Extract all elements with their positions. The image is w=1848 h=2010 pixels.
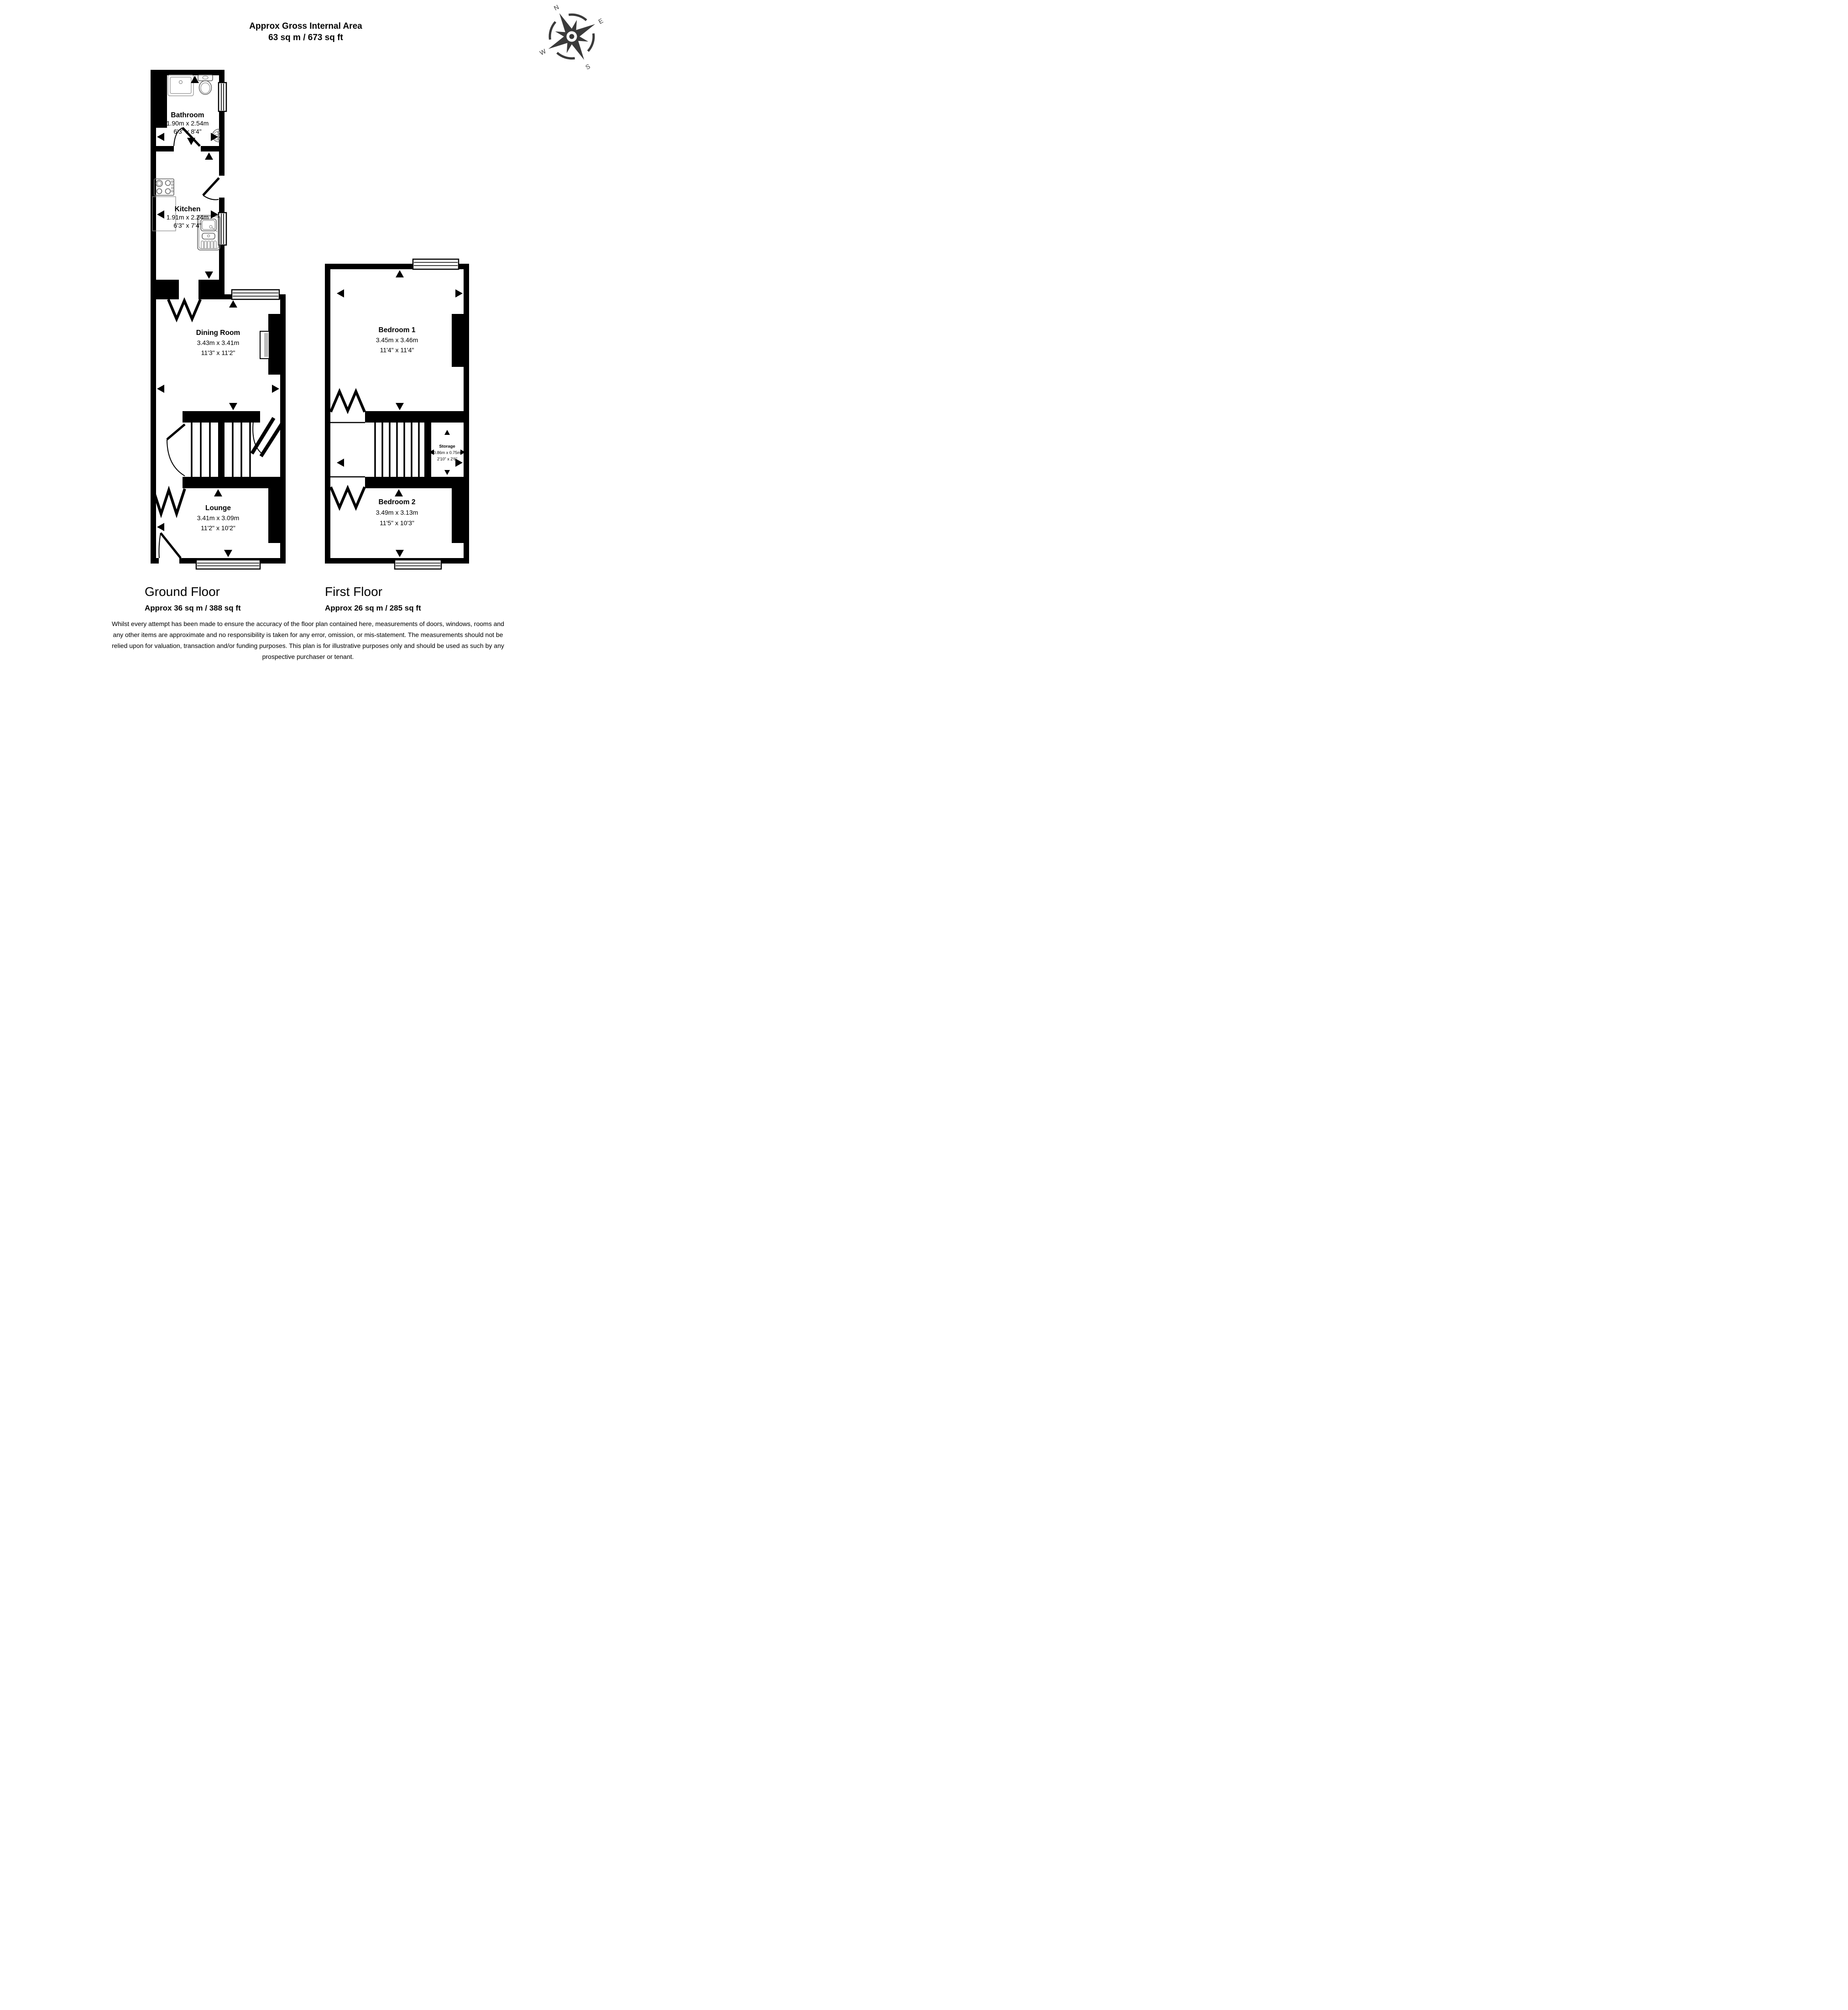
room-name: Storage (439, 444, 455, 449)
room-imperial: 6'3" x 8'4" (173, 128, 202, 135)
bedroom2-window (395, 560, 441, 569)
room-metric: 0.86m x 0.75m (433, 450, 461, 455)
first-floor-label: First Floor (325, 585, 382, 599)
wall-west-first (325, 264, 330, 564)
dining-lounge-opening-zigzag (153, 490, 184, 514)
ground-floor-label: Ground Floor (145, 585, 220, 599)
page-title: Approx Gross Internal Area (249, 21, 362, 31)
room-name: Kitchen (174, 205, 201, 213)
kitchen-back-door (203, 178, 219, 200)
hob (154, 179, 174, 195)
lounge-window (196, 560, 260, 569)
room-imperial: 2'10" x 2'6" (437, 457, 458, 461)
room-bathroom-label (167, 111, 209, 135)
bathroom-window (219, 83, 226, 111)
wall-east-ground (280, 294, 286, 564)
compass-rose (523, 0, 616, 87)
wall-dining-north-left (224, 294, 232, 299)
room-bedroom2-label (376, 498, 418, 527)
disclaimer-line: prospective purchaser or tenant. (262, 653, 354, 660)
ground-floor-area: Approx 36 sq m / 388 sq ft (145, 604, 241, 612)
lounge-chimney-breast (268, 485, 280, 543)
disclaimer-line: Whilst every attempt has been made to ensure the accuracy of the floor plan contained here, measurements of doors, windows, rooms and (112, 620, 504, 627)
landing-bedroom2-opening-zigzag (331, 488, 364, 507)
compass-label-w: W (538, 47, 548, 57)
room-dining-label (196, 329, 240, 356)
first-staircase (375, 423, 419, 477)
floorplan-page (0, 0, 616, 670)
room-name: Bedroom 2 (378, 498, 416, 506)
bedroom2-chimney-breast (452, 484, 464, 543)
room-name: Bathroom (171, 111, 204, 119)
wall-south-left (151, 558, 159, 564)
bathroom-void-block (156, 75, 167, 128)
wall-stairs-north (183, 411, 260, 423)
wall-kitchen-south-left (151, 280, 179, 299)
page-subtitle: 63 sq m / 673 sq ft (268, 33, 343, 42)
floorplan-canvas (0, 0, 616, 670)
stair-cut-line (252, 418, 274, 454)
room-metric: 3.49m x 3.13m (376, 509, 418, 516)
room-metric: 3.45m x 3.46m (376, 336, 418, 344)
stairs-door (167, 424, 185, 476)
ground-staircase (192, 418, 284, 477)
front-door (159, 533, 181, 558)
fireplace (260, 331, 269, 359)
stairs-center-divider (218, 423, 224, 477)
header (249, 21, 362, 42)
first-floor-area: Approx 26 sq m / 285 sq ft (325, 604, 421, 612)
wall-bath-kitchen-left (151, 146, 174, 151)
floor-captions (145, 585, 421, 612)
room-metric: 3.41m x 3.09m (197, 514, 240, 522)
shower (168, 75, 193, 96)
wall-bath-kitchen-right (201, 146, 224, 151)
bedroom1-chimney-breast (452, 314, 464, 367)
compass-label-s: S (584, 62, 592, 71)
bedroom1-window (413, 259, 459, 269)
room-imperial: 6'3" x 7'4" (173, 222, 202, 229)
disclaimer-line: relied upon for valuation, transaction and/or funding purposes. This plan is for illustrative purposes only and should be used as such by any (112, 642, 504, 649)
room-metric: 3.43m x 3.41m (197, 339, 240, 346)
compass-label-n: N (552, 3, 560, 12)
kitchen-dining-opening-zigzag (169, 301, 200, 319)
compass-label-e: E (597, 16, 605, 26)
wall-strip-north (151, 70, 224, 75)
room-imperial: 11'5" x 10'3" (380, 519, 414, 527)
first-floor-plan (325, 259, 469, 569)
dining-window (232, 290, 279, 299)
room-imperial: 11'3" x 11'2" (201, 349, 235, 356)
room-metric: 1.90m x 2.54m (166, 120, 209, 127)
toilet (198, 75, 213, 94)
room-lounge-label (197, 504, 240, 532)
wall-north-first-left (325, 264, 413, 269)
room-name: Bedroom 1 (378, 326, 416, 334)
disclaimer (112, 620, 504, 660)
room-imperial: 11'4" x 11'4" (380, 346, 414, 354)
room-name: Dining Room (196, 329, 240, 337)
wall-stairs-north-first (365, 411, 469, 423)
stairs-storage-divider (424, 423, 431, 477)
disclaimer-line: any other items are approximate and no responsibility is taken for any error, omission, or mis-statement. The measurements should not be (113, 631, 503, 638)
landing-bedroom1-opening-zigzag (331, 392, 364, 411)
room-name: Lounge (205, 504, 231, 512)
dining-chimney-breast (268, 314, 280, 375)
room-storage-label (433, 444, 461, 461)
room-imperial: 11'2" x 10'2" (201, 524, 235, 532)
ground-floor-plan (151, 70, 286, 569)
room-metric: 1.91m x 2.24m (166, 214, 209, 221)
wall-kitchen-south-right (198, 280, 224, 299)
room-bedroom1-label (376, 326, 418, 354)
